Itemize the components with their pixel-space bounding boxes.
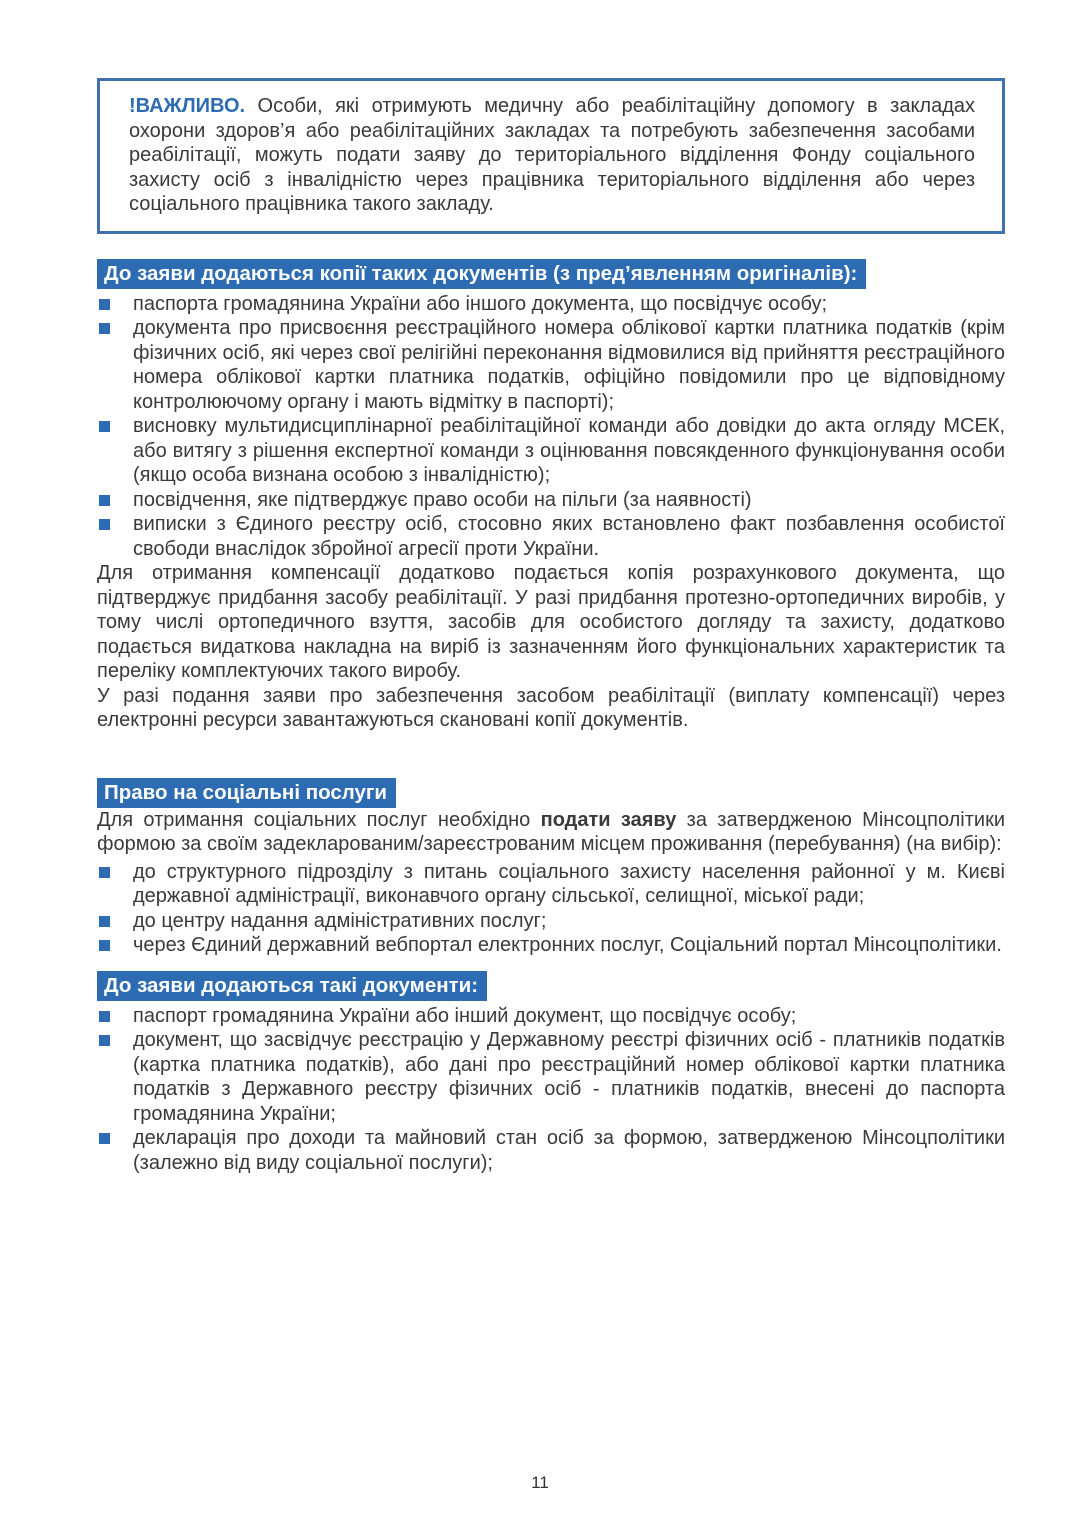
list-item-text: до центру надання адміністративних послуг; bbox=[133, 909, 547, 932]
documents-copies-list bbox=[97, 292, 1005, 562]
list-item bbox=[97, 1004, 1005, 1029]
bullet-square-icon bbox=[99, 867, 110, 878]
list-item bbox=[97, 933, 1005, 958]
list-item-text: через Єдиний державний вебпортал електронних послуг, Соціальний портал Мінсоцполітики. bbox=[133, 934, 1002, 956]
application-channels-list bbox=[97, 860, 1005, 958]
list-item-text: документ, що засвідчує реєстрацію у Державному реєстрі фізичних осіб - платників податків (картка платника податків), або дані про реєстраційний номер облікової картки платника податків з Державного реєстру фізичних осіб - платників податків, внесені до паспорта громадянина України; bbox=[133, 1029, 1005, 1125]
intro-text-start: Для отримання соціальних послуг необхідно bbox=[97, 808, 541, 831]
bullet-square-icon bbox=[99, 940, 110, 951]
bullet-square-icon bbox=[99, 1035, 110, 1046]
list-item bbox=[97, 1126, 1005, 1175]
bullet-square-icon bbox=[99, 323, 110, 334]
section-header-social-services: Право на соціальні послуги bbox=[97, 778, 396, 808]
list-item bbox=[97, 860, 1005, 909]
documents-attached-list bbox=[97, 1004, 1005, 1176]
list-item-text: до структурного підрозділу з питань соціального захисту населення районної у м. Києві державної адміністрації, виконавчого органу сільської, селищної, міської ради; bbox=[133, 860, 1005, 907]
section-header-wrap-social-services bbox=[97, 778, 1005, 808]
list-item bbox=[97, 512, 1005, 561]
list-item bbox=[97, 292, 1005, 317]
social-services-intro bbox=[97, 808, 1005, 857]
intro-text-bold: подати заяву bbox=[540, 808, 677, 831]
list-item-text: висновку мультидисциплінарної реабілітаційної команди або довідки до акта огляду МСЕК, або витягу з рішення експертної команди з оцінювання повсякденного функціонування особи (якщо особа визнана особою з інвалідністю); bbox=[133, 415, 1005, 486]
list-item-text: виписки з Єдиного реєстру осіб, стосовно яких встановлено факт позбавлення особистої свободи внаслідок збройної агресії проти України. bbox=[133, 513, 1005, 560]
intro-text-end: за затвердженою Мінсоцполітики формою за своїм задекларованим/зареєстрованим місцем проживання (перебування) (на вибір): bbox=[97, 808, 1005, 855]
section-header-documents-attached: До заяви додаються такі документи: bbox=[97, 971, 487, 1001]
section-header-documents-copies: До заяви додаються копії таких документів (з пред’явленням оригіналів): bbox=[97, 259, 866, 289]
list-item bbox=[97, 316, 1005, 414]
bullet-square-icon bbox=[99, 1133, 110, 1144]
section-header-wrap-documents-attached bbox=[97, 971, 1005, 1001]
bullet-square-icon bbox=[99, 519, 110, 530]
important-notice-box bbox=[97, 78, 1005, 234]
list-item-text: декларація про доходи та майновий стан осіб за формою, затвердженою Мінсоцполітики (залежно від виду соціальної послуги); bbox=[133, 1127, 1005, 1174]
list-item-text: паспорта громадянина України або іншого документа, що посвідчує особу; bbox=[133, 292, 828, 315]
page-number: 11 bbox=[531, 1473, 549, 1492]
bullet-square-icon bbox=[99, 916, 110, 927]
compensation-paragraph: Для отримання компенсації додатково подається копія розрахункового документа, що підтверджує придбання засобу реабілітації. У разі придбання протезно-ортопедичних виробів, у тому числі ортопедичного взуття, засобів для особистого догляду та захисту, додатково подається видаткова накладна на виріб із зазначенням його функціональних характеристик та переліку комплектуючих такого виробу. bbox=[97, 562, 1005, 682]
list-item bbox=[97, 909, 1005, 934]
list-item bbox=[97, 1028, 1005, 1126]
list-item bbox=[97, 414, 1005, 488]
document-content bbox=[97, 0, 1005, 1175]
list-item bbox=[97, 488, 1005, 513]
list-item-text: посвідчення, яке підтверджує право особи на пільги (за наявності) bbox=[133, 488, 752, 511]
important-label: !ВАЖЛИВО. bbox=[129, 95, 246, 117]
electronic-submission-paragraph: У разі подання заяви про забезпечення засобом реабілітації (виплату компенсації) через електронні ресурси завантажуються скановані копії документів. bbox=[97, 684, 1005, 731]
important-text: Особи, які отримують медичну або реабілітаційну допомогу в закладах охорони здоров’я або реабілітаційних закладах та потребують забезпечення засобами реабілітації, можуть подати заяву до територіального відділення Фонду соціального захисту осіб з інвалідністю через працівника територіального відділення або через соціального працівника такого закладу. bbox=[129, 95, 975, 215]
bullet-square-icon bbox=[99, 1011, 110, 1022]
bullet-square-icon bbox=[99, 495, 110, 506]
section-header-wrap-documents-copies bbox=[97, 259, 1005, 289]
bullet-square-icon bbox=[99, 299, 110, 310]
bullet-square-icon bbox=[99, 421, 110, 432]
list-item-text: документа про присвоєння реєстраційного номера облікової картки платника податків (крім фізичних осіб, які через свої релігійні переконання відмовилися від прийняття реєстраційного номера облікової картки платника податків, офіційно повідомили про це відповідному контролюючому органу і мають відмітку в паспорті); bbox=[133, 317, 1005, 413]
list-item-text: паспорт громадянина України або інший документ, що посвідчує особу; bbox=[133, 1004, 797, 1027]
